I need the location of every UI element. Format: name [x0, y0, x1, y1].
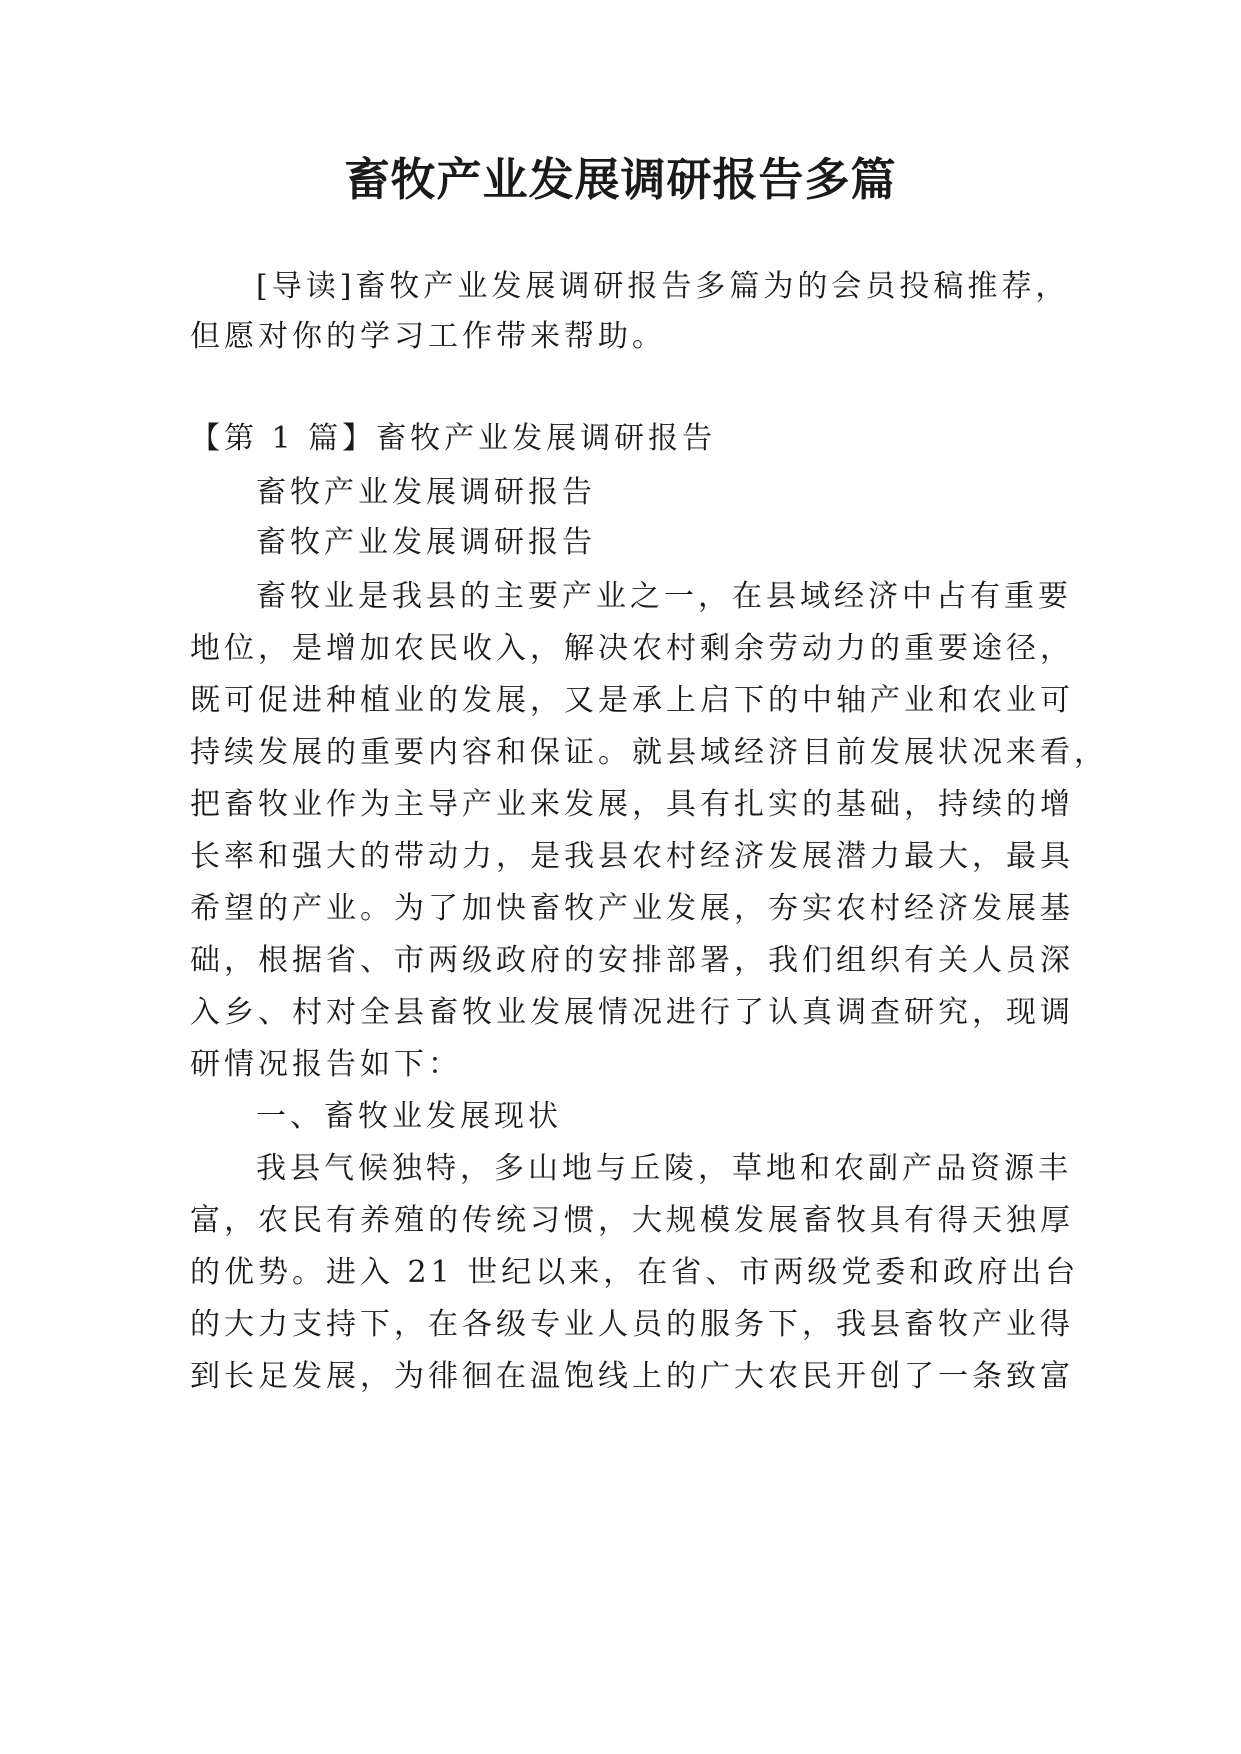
- paragraph-line: 研情况报告如下：: [190, 1047, 462, 1082]
- paragraph-line: 入乡、村对全县畜牧业发展情况进行了认真调查研究，现调: [190, 995, 1074, 1030]
- paragraph-line: 持续发展的重要内容和保证。就县域经济目前发展状况来看，: [190, 735, 1108, 770]
- document-title: 畜牧产业发展调研报告多篇: [344, 153, 897, 206]
- section-heading: 【第 1 篇】畜牧产业发展调研报告: [190, 421, 717, 456]
- intro-line-2: 但愿对你的学习工作带来帮助。: [190, 319, 666, 354]
- intro-line-1: [导读]畜牧产业发展调研报告多篇为的会员投稿推荐，: [256, 269, 1070, 304]
- paragraph-line: 础，根据省、市两级政府的安排部署，我们组织有关人员深: [190, 943, 1074, 978]
- subtitle-line-2: 畜牧产业发展调研报告: [256, 525, 596, 560]
- paragraph-line: 希望的产业。为了加快畜牧产业发展，夯实农村经济发展基: [190, 891, 1074, 926]
- paragraph-line: 既可促进种植业的发展，又是承上启下的中轴产业和农业可: [190, 683, 1074, 718]
- paragraph-line: 的大力支持下，在各级专业人员的服务下，我县畜牧产业得: [190, 1307, 1074, 1342]
- paragraph-line: 长率和强大的带动力，是我县农村经济发展潜力最大，最具: [190, 839, 1074, 874]
- paragraph-line: 到长足发展，为徘徊在温饱线上的广大农民开创了一条致富: [190, 1359, 1074, 1394]
- paragraph-line: 畜牧业是我县的主要产业之一，在县域经济中占有重要: [256, 579, 1072, 614]
- paragraph-line: 富，农民有养殖的传统习惯，大规模发展畜牧具有得天独厚: [190, 1203, 1074, 1238]
- paragraph-line: 我县气候独特，多山地与丘陵，草地和农副产品资源丰: [256, 1151, 1072, 1186]
- section-subheading: 一、畜牧业发展现状: [256, 1099, 562, 1134]
- paragraph-line: 把畜牧业作为主导产业来发展，具有扎实的基础，持续的增: [190, 787, 1074, 822]
- subtitle-line-1: 畜牧产业发展调研报告: [256, 475, 596, 510]
- paragraph-line: 地位，是增加农民收入，解决农村剩余劳动力的重要途径，: [190, 631, 1074, 666]
- paragraph-line: 的优势。进入 21 世纪以来，在省、市两级党委和政府出台: [190, 1255, 1080, 1290]
